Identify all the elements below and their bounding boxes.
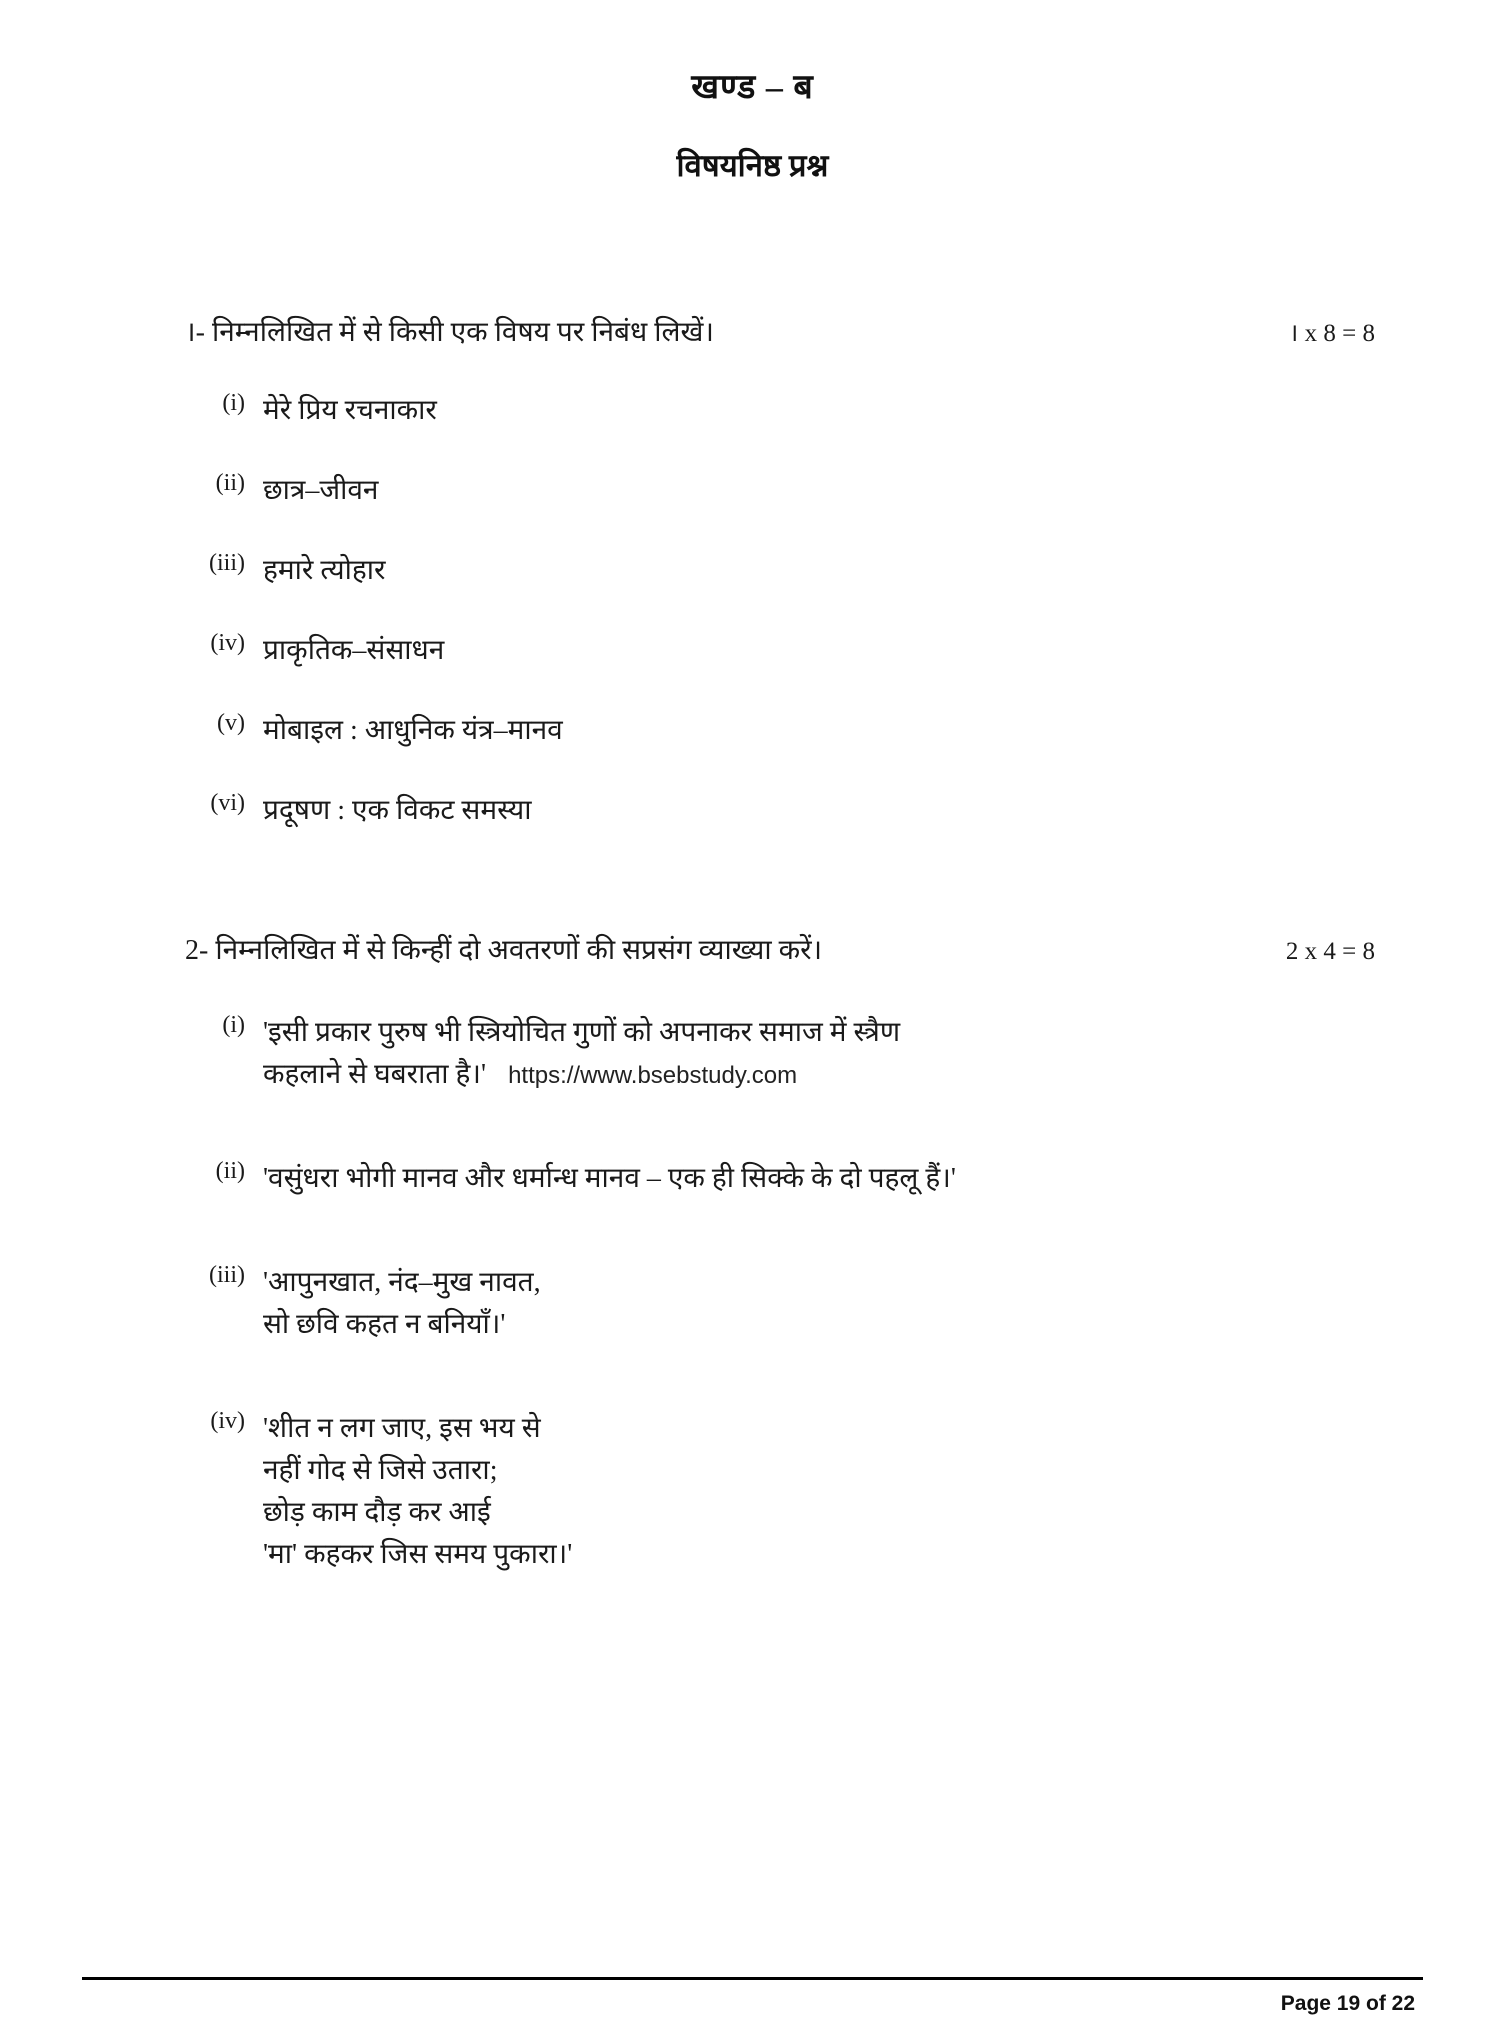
passage-line: नहीं गोद से जिसे उतारा; (263, 1454, 498, 1486)
list-item (0, 1012, 1505, 1096)
list-item-text (263, 1408, 572, 1576)
list-item-marker: (iv) (210, 1407, 245, 1434)
list-item-text: प्राकृतिक–संसाधन (263, 634, 445, 666)
question-1-number: ।- (185, 317, 205, 348)
question-2-number: 2- (185, 934, 209, 966)
spacer (0, 352, 1505, 390)
passage-line: छोड़ काम दौड़ कर आई (263, 1496, 491, 1528)
spacer (0, 186, 1505, 314)
question-1-marks: । x 8 = 8 (1288, 320, 1375, 347)
list-item (0, 790, 1505, 832)
list-item-text (263, 1012, 900, 1096)
list-item-marker: (ii) (215, 1157, 245, 1184)
passage-line: 'शीत न लग जाए, इस भय से (263, 1412, 541, 1444)
passage-line: 'मा' कहकर जिस समय पुकारा।' (263, 1538, 573, 1570)
list-item (0, 470, 1505, 512)
question-block-2 (0, 932, 1505, 1576)
page-number: Page 19 of 22 (1280, 1992, 1415, 2015)
list-item-text (263, 1158, 956, 1200)
page-footer (82, 1977, 1423, 2016)
passage-line (263, 1054, 900, 1096)
list-item-marker: (iv) (210, 629, 245, 656)
list-item (0, 1158, 1505, 1200)
list-item-marker: (iii) (209, 549, 245, 576)
spacer (0, 870, 1505, 932)
question-2-marks: 2 x 4 = 8 (1285, 937, 1375, 965)
question-2-heading (0, 932, 1505, 970)
list-item (0, 1408, 1505, 1576)
footer-divider (82, 1977, 1423, 1980)
question-1-heading (0, 314, 1505, 352)
list-item (0, 550, 1505, 592)
list-item-marker: (i) (222, 389, 245, 416)
list-item-text: छात्र–जीवन (263, 474, 379, 506)
question-block-1 (0, 314, 1505, 832)
list-item-text: मेरे प्रिय रचनाकार (263, 394, 437, 426)
list-item (0, 390, 1505, 432)
question-1-text (185, 314, 714, 352)
passage-line-text: कहलाने से घबराता है।' (263, 1058, 487, 1090)
list-item-marker: (vi) (210, 789, 245, 816)
list-item-text: हमारे त्योहार (263, 554, 386, 586)
question-1-options (0, 390, 1505, 832)
list-item-marker: (i) (222, 1011, 245, 1038)
spacer (0, 970, 1505, 1012)
passage-line: सो छवि कहत न बनियाँ।' (263, 1308, 506, 1340)
question-1-prompt: निम्नलिखित में से किसी एक विषय पर निबंध लिखें। (211, 317, 715, 348)
list-item-text (263, 1262, 541, 1346)
list-item (0, 630, 1505, 672)
list-item-marker: (ii) (215, 469, 245, 496)
question-2-text (185, 932, 822, 970)
watermark-url: https://www.bsebstudy.com (508, 1061, 798, 1089)
list-item-text: प्रदूषण : एक विकट समस्या (263, 794, 532, 826)
passage-line: 'आपुनखात, नंद–मुख नावत, (263, 1266, 541, 1298)
question-2-passages (0, 1012, 1505, 1576)
page-subtitle: विषयनिष्ठ प्रश्न (676, 148, 829, 183)
passage-line: 'वसुंधरा भोगी मानव और धर्मान्ध मानव – एक ही सिक्के के दो पहलू हैं।' (263, 1162, 956, 1194)
list-item-marker: (iii) (209, 1261, 245, 1288)
list-item-marker: (v) (217, 709, 245, 736)
list-item-text: मोबाइल : आधुनिक यंत्र–मानव (263, 714, 563, 746)
list-item (0, 710, 1505, 752)
list-item (0, 1262, 1505, 1346)
question-2-prompt: निम्नलिखित में से किन्हीं दो अवतरणों की सप्रसंग व्याख्या करें। (215, 934, 823, 966)
page-title: खण्ड – ब (691, 69, 814, 106)
passage-line: 'इसी प्रकार पुरुष भी स्त्रियोचित गुणों को अपनाकर समाज में स्त्रैण (263, 1016, 901, 1048)
